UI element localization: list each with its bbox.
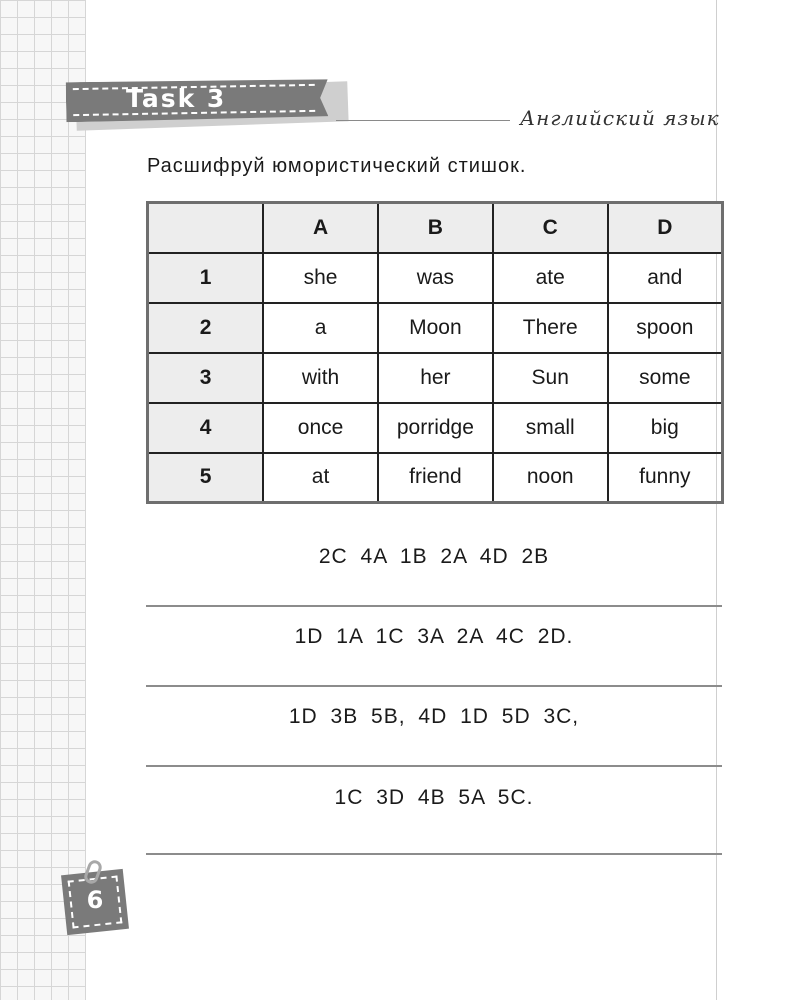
code-line-2: 1D 1A 1C 3A 2A 4C 2D. [294, 625, 574, 648]
code-line-4: 1C 3D 4B 5A 5C. [334, 786, 534, 809]
table-header-row [148, 203, 723, 253]
table-cell: and [608, 253, 723, 303]
table-cell: noon [493, 453, 608, 503]
table-row [148, 303, 723, 353]
column-header: D [608, 203, 723, 253]
table-cell: big [608, 403, 723, 453]
table-row [148, 403, 723, 453]
cipher-table [146, 201, 724, 504]
table-corner-cell [148, 203, 264, 253]
table-cell: once [263, 403, 378, 453]
task-banner [66, 80, 336, 126]
table-cell: funny [608, 453, 723, 503]
table-cell: small [493, 403, 608, 453]
table-cell: spoon [608, 303, 723, 353]
grid-paper-margin [0, 0, 86, 1000]
table-cell: ate [493, 253, 608, 303]
code-line-1: 2C 4A 1B 2A 4D 2B [318, 545, 550, 568]
answer-rule-1 [146, 605, 722, 607]
table-row [148, 353, 723, 403]
table-cell: was [378, 253, 493, 303]
page-number-tab [64, 868, 126, 934]
row-header: 5 [148, 453, 264, 503]
table-cell: Sun [493, 353, 608, 403]
table-cell: some [608, 353, 723, 403]
table-cell: her [378, 353, 493, 403]
page-number: 6 [86, 886, 104, 914]
answer-rule-3 [146, 765, 722, 767]
table-cell: she [263, 253, 378, 303]
row-header: 2 [148, 303, 264, 353]
subject-rule [336, 120, 510, 121]
column-header: B [378, 203, 493, 253]
table-cell: friend [378, 453, 493, 503]
row-header: 4 [148, 403, 264, 453]
task-instruction: Расшифруй юмористический стишок. [147, 155, 527, 177]
table-cell: at [263, 453, 378, 503]
column-header: A [263, 203, 378, 253]
subject-title: Английский язык [520, 106, 720, 130]
code-line-3: 1D 3B 5B, 4D 1D 5D 3C, [288, 705, 580, 728]
table-cell: Moon [378, 303, 493, 353]
table-row [148, 253, 723, 303]
answer-rule-4 [146, 853, 722, 855]
row-header: 1 [148, 253, 264, 303]
table-cell: with [263, 353, 378, 403]
table-cell: a [263, 303, 378, 353]
table-row [148, 453, 723, 503]
column-header: C [493, 203, 608, 253]
table-cell: porridge [378, 403, 493, 453]
task-title: Task 3 [126, 84, 227, 113]
table-cell: There [493, 303, 608, 353]
row-header: 3 [148, 353, 264, 403]
answer-rule-2 [146, 685, 722, 687]
